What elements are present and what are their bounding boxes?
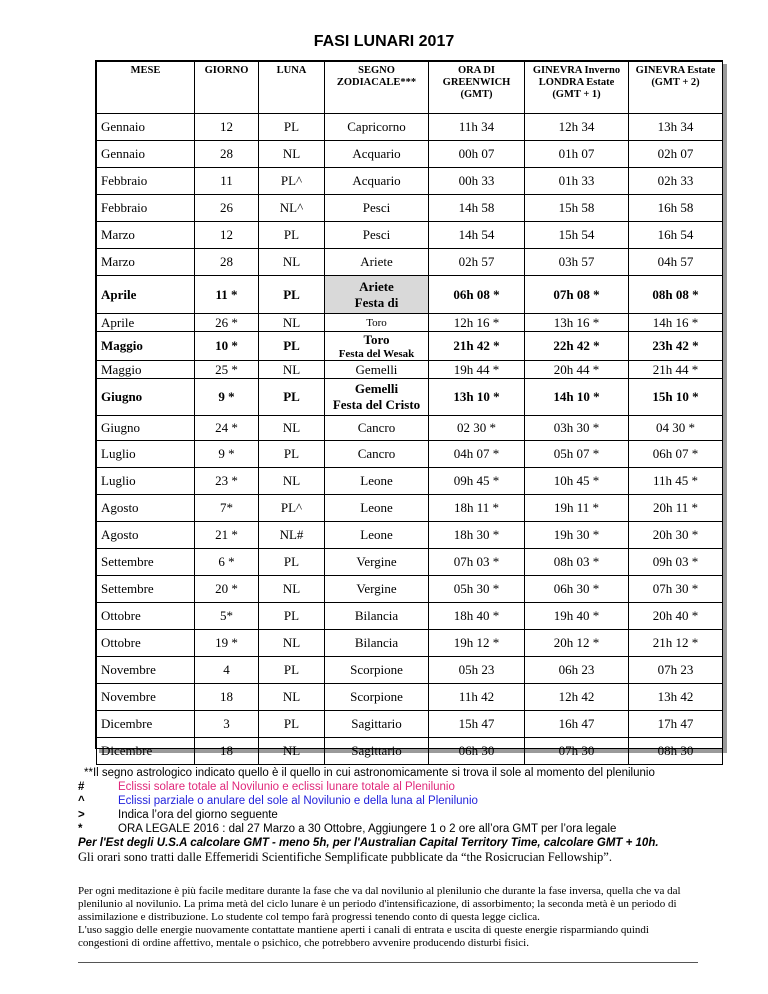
- cell-luna: PL: [259, 332, 325, 361]
- cell-gmt2: 13h 34: [629, 114, 723, 141]
- asterisk-symbol: *: [78, 823, 83, 835]
- cell-luna: PL: [259, 379, 325, 416]
- table-row: [97, 114, 723, 141]
- zodiac-sign: Scorpione: [350, 689, 403, 704]
- zodiac-sign: Scorpione: [350, 662, 403, 677]
- zodiac-sign: Gemelli: [354, 381, 399, 396]
- zodiac-sign: Gemelli: [355, 361, 398, 377]
- cell-gmt1: 07h 08 *: [525, 276, 629, 314]
- cell-segno: [325, 332, 429, 361]
- zodiac-sign: Pesci: [362, 227, 391, 242]
- cell-luna: PL: [259, 711, 325, 738]
- cell-segno: [325, 630, 429, 657]
- caret-symbol: ^: [78, 795, 85, 807]
- table-row: [97, 416, 723, 441]
- cell-giorno: 18: [195, 684, 259, 711]
- table-row: [97, 441, 723, 468]
- cell-gmt2: 20h 11 *: [629, 495, 723, 522]
- cell-luna: NL: [259, 630, 325, 657]
- cell-segno: [325, 522, 429, 549]
- cell-gmt: 14h 58: [429, 195, 525, 222]
- cell-mese: Aprile: [97, 314, 195, 332]
- cell-giorno: 9 *: [195, 441, 259, 468]
- hash-symbol: #: [78, 781, 85, 793]
- cell-giorno: 26: [195, 195, 259, 222]
- cell-gmt2: 20h 40 *: [629, 603, 723, 630]
- cell-gmt2: 02h 33: [629, 168, 723, 195]
- zodiac-sign: Vergine: [356, 554, 397, 569]
- zodiac-sign: Leone: [360, 473, 393, 488]
- cell-mese: Luglio: [97, 441, 195, 468]
- zodiac-sign: Ariete: [360, 254, 393, 269]
- cell-luna: NL: [259, 141, 325, 168]
- cell-giorno: 5*: [195, 603, 259, 630]
- legend-item-eclipse-partial: [78, 794, 718, 808]
- cell-luna: PL^: [259, 168, 325, 195]
- cell-gmt2: 13h 42: [629, 684, 723, 711]
- table-row: [97, 249, 723, 276]
- cell-giorno: 12: [195, 114, 259, 141]
- zodiac-sign: Leone: [360, 500, 393, 515]
- table-row: [97, 361, 723, 379]
- cell-gmt1: 08h 03 *: [525, 549, 629, 576]
- cell-giorno: 20 *: [195, 576, 259, 603]
- table-row: [97, 657, 723, 684]
- table-row: [97, 468, 723, 495]
- cell-gmt: 11h 34: [429, 114, 525, 141]
- cell-giorno: 10 *: [195, 332, 259, 361]
- cell-gmt2: 06h 07 *: [629, 441, 723, 468]
- cell-giorno: 3: [195, 711, 259, 738]
- cell-segno: [325, 603, 429, 630]
- table-row: [97, 332, 723, 361]
- cell-segno: [325, 168, 429, 195]
- cell-mese: Maggio: [97, 332, 195, 361]
- zodiac-sign: Ariete: [359, 278, 394, 294]
- cell-gmt: 05h 30 *: [429, 576, 525, 603]
- zodiac-sign: Pesci: [362, 200, 391, 215]
- greater-than-symbol: >: [78, 809, 85, 821]
- cell-gmt: 00h 07: [429, 141, 525, 168]
- cell-gmt1: 03h 57: [525, 249, 629, 276]
- cell-gmt2: 11h 45 *: [629, 468, 723, 495]
- cell-gmt1: 03h 30 *: [525, 416, 629, 441]
- cell-luna: PL: [259, 114, 325, 141]
- cell-mese: Marzo: [97, 222, 195, 249]
- cell-gmt: 19h 44 *: [429, 361, 525, 379]
- zodiac-sign: Bilancia: [354, 608, 399, 623]
- cell-segno: [325, 379, 429, 416]
- table-row: [97, 549, 723, 576]
- cell-gmt2: 21h 12 *: [629, 630, 723, 657]
- cell-gmt1: 20h 44 *: [525, 361, 629, 379]
- footnote: **Il segno astrologico indicato quello è il quello in cui astronomicamente si trova il sole al momento del plenilunio: [84, 767, 655, 779]
- cell-gmt: 09h 45 *: [429, 468, 525, 495]
- cell-giorno: 7*: [195, 495, 259, 522]
- table-row: [97, 738, 723, 765]
- cell-segno: [325, 114, 429, 141]
- cell-gmt1: 01h 33: [525, 168, 629, 195]
- cell-gmt1: 19h 30 *: [525, 522, 629, 549]
- zodiac-sign: Toro: [366, 316, 387, 329]
- cell-segno: [325, 195, 429, 222]
- cell-segno: [325, 314, 429, 332]
- cell-mese: Febbraio: [97, 168, 195, 195]
- cell-mese: Giugno: [97, 416, 195, 441]
- source-note: Gli orari sono tratti dalle Effemeridi Scientifiche Semplificate pubblicate da “the Rosicrucian Fellowship”.: [78, 850, 612, 864]
- cell-segno: [325, 249, 429, 276]
- header-gmt1: GINEVRA Inverno LONDRA Estate (GMT + 1): [525, 62, 629, 114]
- cell-gmt2: 07h 23: [629, 657, 723, 684]
- cell-luna: PL: [259, 441, 325, 468]
- zodiac-sign: Acquario: [352, 173, 401, 188]
- cell-gmt1: 15h 58: [525, 195, 629, 222]
- cell-gmt1: 19h 40 *: [525, 603, 629, 630]
- cell-gmt2: 07h 30 *: [629, 576, 723, 603]
- table-row: [97, 314, 723, 332]
- cell-gmt1: 19h 11 *: [525, 495, 629, 522]
- cell-segno: [325, 222, 429, 249]
- cell-gmt1: 05h 07 *: [525, 441, 629, 468]
- energy-paragraph: L'uso saggio delle energie nuovamente contattate mantiene aperti i canali di entrata e uscita di queste energie risparmiando quindi congestioni di ordine affettivo, mentale o psichico, che potrebbero avvenire producendo disturbi fisici.: [78, 924, 649, 949]
- cell-gmt1: 12h 34: [525, 114, 629, 141]
- cell-gmt: 21h 42 *: [429, 332, 525, 361]
- cell-segno: [325, 657, 429, 684]
- cell-mese: Settembre: [97, 549, 195, 576]
- table-row: [97, 711, 723, 738]
- festival-label: Festa del Cristo: [332, 397, 421, 412]
- cell-mese: Agosto: [97, 522, 195, 549]
- zodiac-sign: Cancro: [357, 446, 396, 461]
- cell-segno: [325, 361, 429, 379]
- header-giorno: GIORNO: [195, 62, 259, 114]
- cell-mese: Luglio: [97, 468, 195, 495]
- cell-luna: PL: [259, 603, 325, 630]
- cell-luna: NL#: [259, 522, 325, 549]
- cell-luna: PL: [259, 657, 325, 684]
- legend-text: Indica l’ora del giorno seguente: [118, 809, 278, 821]
- cell-gmt: 00h 33: [429, 168, 525, 195]
- cell-segno: [325, 416, 429, 441]
- cell-gmt: 18h 30 *: [429, 522, 525, 549]
- zodiac-sign: Bilancia: [354, 635, 399, 650]
- cell-luna: NL: [259, 361, 325, 379]
- cell-gmt2: 08h 08 *: [629, 276, 723, 314]
- cell-mese: Ottobre: [97, 630, 195, 657]
- cell-mese: Novembre: [97, 684, 195, 711]
- cell-gmt2: 23h 42 *: [629, 332, 723, 361]
- cell-segno: [325, 495, 429, 522]
- header-mese: MESE: [97, 62, 195, 114]
- cell-segno: [325, 576, 429, 603]
- cell-gmt2: 16h 58: [629, 195, 723, 222]
- cell-gmt: 04h 07 *: [429, 441, 525, 468]
- table-row: [97, 603, 723, 630]
- cell-luna: PL: [259, 276, 325, 314]
- header-segno: SEGNO ZODIACALE***: [325, 62, 429, 114]
- cell-giorno: 11 *: [195, 276, 259, 314]
- table-row: [97, 141, 723, 168]
- table-row: [97, 222, 723, 249]
- cell-luna: PL: [259, 549, 325, 576]
- header-luna: LUNA: [259, 62, 325, 114]
- table-header-row: [97, 62, 723, 114]
- cell-gmt1: 12h 42: [525, 684, 629, 711]
- bottom-divider: [78, 962, 698, 963]
- cell-luna: NL: [259, 314, 325, 332]
- cell-mese: Ottobre: [97, 603, 195, 630]
- cell-gmt: 18h 40 *: [429, 603, 525, 630]
- meditation-paragraph: Per ogni meditazione è più facile meditare durante la fase che va dal novilunio al plenilunio che durante la fase inversa, quella che va dal plenilunio al novilunio. La prima metà del ciclo lunare è un periodo d'intensificazione, di assorbimento; la seconda metà è un periodo di assimilazione e distribuzione. Lo studente col tempo farà progressi tenendo conto di questa legge ciclica.: [78, 885, 681, 923]
- cell-segno: [325, 276, 429, 314]
- legend-text: ORA LEGALE 2016 : dal 27 Marzo a 30 Ottobre, Aggiungere 1 o 2 ore all’ora GMT per l’ora legale: [118, 823, 617, 835]
- cell-luna: NL^: [259, 195, 325, 222]
- cell-giorno: 21 *: [195, 522, 259, 549]
- cell-mese: Febbraio: [97, 195, 195, 222]
- moon-phases-table: [95, 60, 723, 758]
- cell-segno: [325, 441, 429, 468]
- legend-text: Eclissi solare totale al Novilunio e eclissi lunare totale al Plenilunio: [118, 781, 455, 793]
- cell-luna: NL: [259, 416, 325, 441]
- cell-mese: Agosto: [97, 495, 195, 522]
- cell-gmt: 06h 08 *: [429, 276, 525, 314]
- cell-segno: [325, 738, 429, 765]
- cell-giorno: 4: [195, 657, 259, 684]
- cell-gmt: 02 30 *: [429, 416, 525, 441]
- cell-giorno: 6 *: [195, 549, 259, 576]
- cell-gmt: 11h 42: [429, 684, 525, 711]
- table-row: [97, 522, 723, 549]
- cell-gmt1: 10h 45 *: [525, 468, 629, 495]
- cell-gmt1: 14h 10 *: [525, 379, 629, 416]
- cell-gmt: 05h 23: [429, 657, 525, 684]
- legend-item-daylight-saving: [78, 822, 718, 836]
- cell-gmt2: 09h 03 *: [629, 549, 723, 576]
- zodiac-sign: Sagittario: [351, 716, 402, 731]
- cell-gmt: 02h 57: [429, 249, 525, 276]
- table-row: [97, 168, 723, 195]
- cell-luna: PL: [259, 222, 325, 249]
- cell-giorno: 9 *: [195, 379, 259, 416]
- cell-mese: Novembre: [97, 657, 195, 684]
- zodiac-sign: Capricorno: [347, 119, 406, 134]
- cell-giorno: 11: [195, 168, 259, 195]
- cell-mese: Dicembre: [97, 711, 195, 738]
- legend-item-next-day: [78, 808, 718, 822]
- zodiac-sign: Leone: [360, 527, 393, 542]
- header-gmt: ORA DI GREENWICH (GMT): [429, 62, 525, 114]
- cell-segno: [325, 711, 429, 738]
- cell-gmt: 06h 30: [429, 738, 525, 765]
- table-row: [97, 630, 723, 657]
- zodiac-sign: Toro: [363, 332, 390, 347]
- cell-gmt2: 21h 44 *: [629, 361, 723, 379]
- table-row: [97, 495, 723, 522]
- cell-mese: Settembre: [97, 576, 195, 603]
- page-title: FASI LUNARI 2017: [313, 33, 455, 50]
- cell-giorno: 25 *: [195, 361, 259, 379]
- cell-giorno: 28: [195, 249, 259, 276]
- notes-section: [78, 766, 718, 864]
- table-row: [97, 576, 723, 603]
- cell-gmt: 15h 47: [429, 711, 525, 738]
- festival-label: Festa del Wesak: [338, 348, 415, 360]
- cell-mese: Marzo: [97, 249, 195, 276]
- legend-text: Eclissi parziale o anulare del sole al Novilunio e della luna al Plenilunio: [118, 795, 478, 807]
- table-row: [97, 276, 723, 314]
- cell-gmt1: 15h 54: [525, 222, 629, 249]
- cell-luna: PL^: [259, 495, 325, 522]
- table-row: [97, 684, 723, 711]
- cell-luna: NL: [259, 738, 325, 765]
- usa-australia-note: Per l'Est degli U.S.A calcolare GMT - meno 5h, per l'Australian Capital Territory Time, calcolare GMT + 10h.: [78, 837, 659, 849]
- cell-segno: [325, 549, 429, 576]
- cell-gmt1: 01h 07: [525, 141, 629, 168]
- cell-gmt2: 02h 07: [629, 141, 723, 168]
- cell-gmt1: 06h 30 *: [525, 576, 629, 603]
- cell-gmt: 07h 03 *: [429, 549, 525, 576]
- cell-gmt1: 16h 47: [525, 711, 629, 738]
- cell-gmt1: 07h 30: [525, 738, 629, 765]
- cell-giorno: 19 *: [195, 630, 259, 657]
- cell-mese: Aprile: [97, 276, 195, 314]
- cell-mese: Maggio: [97, 361, 195, 379]
- zodiac-sign: Cancro: [357, 420, 396, 435]
- cell-luna: NL: [259, 468, 325, 495]
- cell-gmt2: 08h 30: [629, 738, 723, 765]
- cell-mese: Dicembre: [97, 738, 195, 765]
- cell-gmt: 13h 10 *: [429, 379, 525, 416]
- zodiac-sign: Sagittario: [351, 743, 402, 758]
- cell-segno: [325, 141, 429, 168]
- cell-gmt1: 06h 23: [525, 657, 629, 684]
- cell-gmt2: 20h 30 *: [629, 522, 723, 549]
- legend-item-eclipse-total: [78, 780, 718, 794]
- zodiac-sign: Acquario: [352, 146, 401, 161]
- cell-giorno: 18: [195, 738, 259, 765]
- cell-gmt1: 20h 12 *: [525, 630, 629, 657]
- cell-mese: Giugno: [97, 379, 195, 416]
- cell-gmt1: 22h 42 *: [525, 332, 629, 361]
- cell-gmt2: 17h 47: [629, 711, 723, 738]
- cell-segno: [325, 684, 429, 711]
- cell-gmt2: 16h 54: [629, 222, 723, 249]
- cell-gmt1: 13h 16 *: [525, 314, 629, 332]
- cell-segno: [325, 468, 429, 495]
- cell-giorno: 26 *: [195, 314, 259, 332]
- cell-gmt2: 14h 16 *: [629, 314, 723, 332]
- cell-gmt: 19h 12 *: [429, 630, 525, 657]
- festival-label: Festa di: [354, 294, 399, 310]
- cell-giorno: 28: [195, 141, 259, 168]
- cell-giorno: 23 *: [195, 468, 259, 495]
- cell-luna: NL: [259, 684, 325, 711]
- cell-luna: NL: [259, 249, 325, 276]
- cell-giorno: 12: [195, 222, 259, 249]
- cell-gmt2: 15h 10 *: [629, 379, 723, 416]
- cell-gmt: 18h 11 *: [429, 495, 525, 522]
- cell-gmt: 14h 54: [429, 222, 525, 249]
- zodiac-sign: Vergine: [356, 581, 397, 596]
- cell-giorno: 24 *: [195, 416, 259, 441]
- cell-gmt: 12h 16 *: [429, 314, 525, 332]
- cell-gmt2: 04 30 *: [629, 416, 723, 441]
- table-row: [97, 379, 723, 416]
- header-gmt2: GINEVRA Estate (GMT + 2): [629, 62, 723, 114]
- cell-luna: NL: [259, 576, 325, 603]
- table-row: [97, 195, 723, 222]
- cell-mese: Gennaio: [97, 141, 195, 168]
- cell-gmt2: 04h 57: [629, 249, 723, 276]
- cell-mese: Gennaio: [97, 114, 195, 141]
